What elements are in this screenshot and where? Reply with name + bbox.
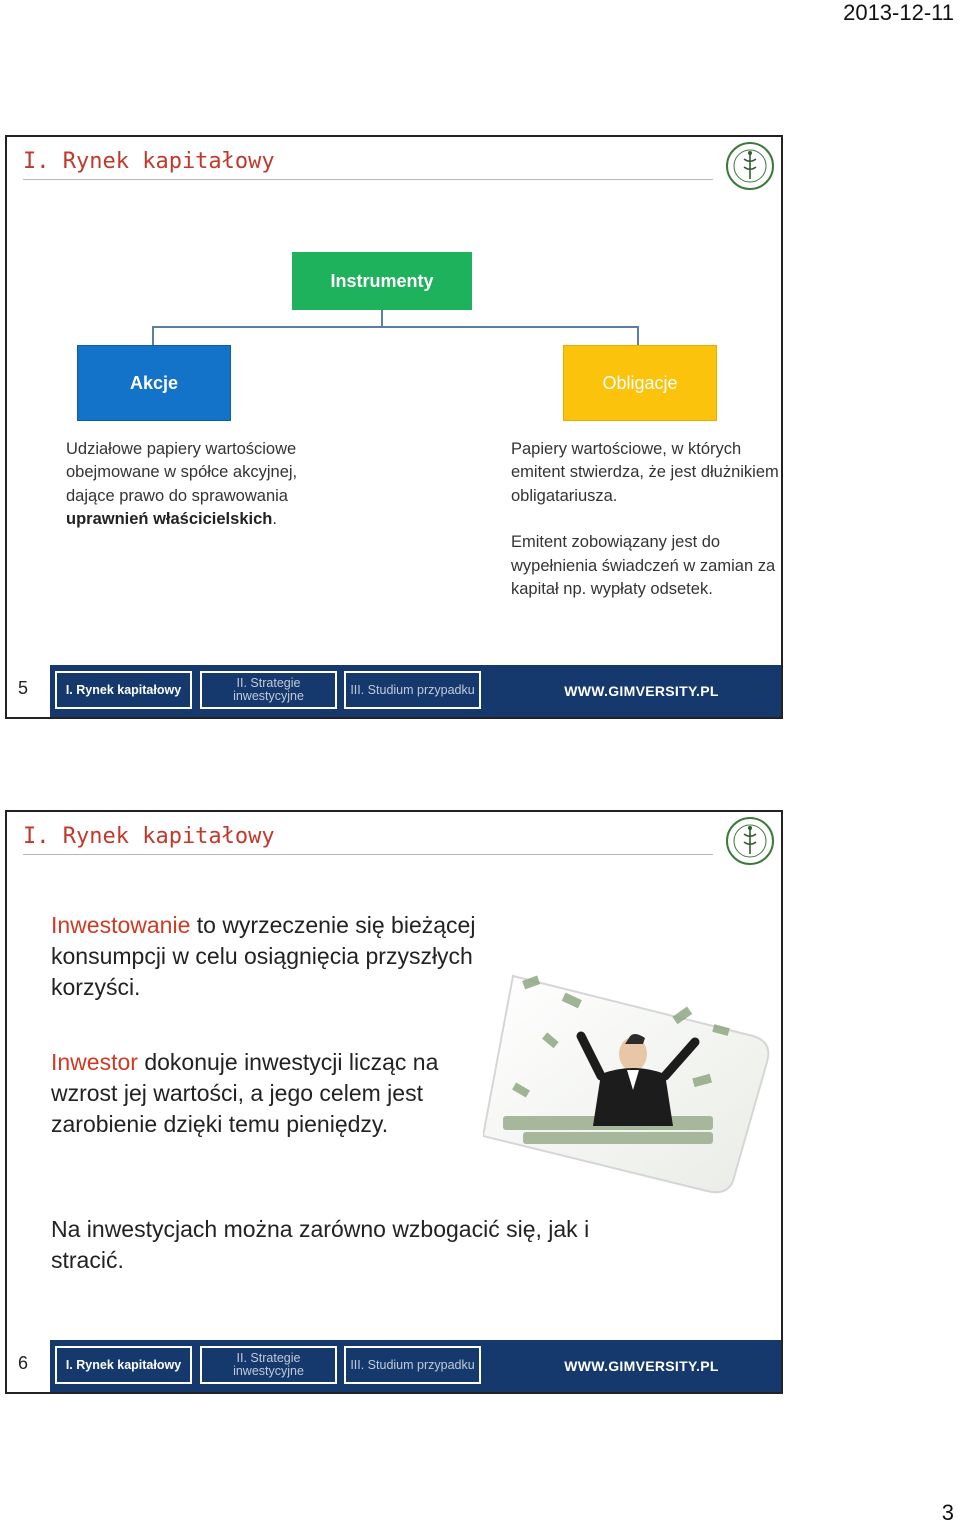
definition-investor-text: dokonuje inwestycji licząc na wzrost jej wartości, a jego celem jest zarobienie dzięki temu pieniędzy. (51, 1049, 439, 1137)
title-divider (23, 854, 713, 855)
term-investing: Inwestowanie (51, 912, 191, 938)
obligacje-paragraph: Papiery wartościowe, w których emitent stwierdza, że jest dłużnikiem obligatariusza. (511, 440, 779, 505)
website-link[interactable]: WWW.GIMVERSITY.PL (564, 1358, 719, 1374)
nav-studium-przypadku[interactable]: III. Studium przypadku (344, 671, 481, 709)
slide-6 (5, 810, 783, 1394)
slide-5 (5, 135, 783, 719)
akcje-description-bold: uprawnień właścicielskich (66, 510, 273, 529)
university-seal-icon (725, 141, 775, 191)
page-date: 2013-12-11 (843, 0, 954, 25)
website-link[interactable]: WWW.GIMVERSITY.PL (564, 683, 719, 699)
title-divider (23, 179, 713, 180)
slide-title: I. Rynek kapitałowy (23, 149, 275, 174)
akcje-description (66, 438, 326, 532)
money-rain-photo (483, 966, 773, 1196)
slide-number: 6 (18, 1353, 29, 1373)
diagram-connector (381, 310, 383, 327)
term-investor: Inwestor (51, 1049, 138, 1075)
diagram-node-akcje: Akcje (77, 345, 231, 421)
akcje-description-end: . (272, 510, 277, 529)
slide-footer (7, 1340, 781, 1392)
definition-investing (51, 910, 511, 1003)
diagram-connector (152, 326, 639, 328)
diagram-connector (152, 326, 154, 345)
nav-strategie-inwestycyjne[interactable]: II. Strategie inwestycyjne (200, 1346, 337, 1384)
diagram-node-instrumenty: Instrumenty (292, 252, 472, 310)
footer-nav (50, 665, 502, 717)
diagram-node-obligacje: Obligacje (563, 345, 717, 421)
nav-rynek-kapitalowy[interactable]: I. Rynek kapitałowy (55, 1346, 192, 1384)
diagram-connector (637, 326, 639, 345)
page-number: 3 (941, 1500, 954, 1525)
nav-studium-przypadku[interactable]: III. Studium przypadku (344, 1346, 481, 1384)
nav-rynek-kapitalowy[interactable]: I. Rynek kapitałowy (55, 671, 192, 709)
university-seal-icon (725, 816, 775, 866)
akcje-description-text: Udziałowe papiery wartościowe obejmowane w spółce akcyjnej, dające prawo do sprawowania (66, 440, 298, 505)
definition-investing-text: to wyrzeczenie się bieżącej konsumpcji w celu osiągnięcia przyszłych korzyści. (51, 912, 476, 1000)
definition-investor (51, 1047, 491, 1140)
nav-strategie-inwestycyjne[interactable]: II. Strategie inwestycyjne (200, 671, 337, 709)
footer-website-bar (502, 1340, 781, 1392)
footer-website-bar (502, 665, 781, 717)
obligacje-description (511, 438, 779, 601)
slide-number: 5 (18, 678, 29, 698)
slide-title: I. Rynek kapitałowy (23, 824, 275, 849)
footer-nav (50, 1340, 502, 1392)
closing-statement: Na inwestycjach można zarówno wzbogacić się, jak i stracić. (51, 1216, 590, 1273)
slide-footer (7, 665, 781, 717)
obligacje-paragraph: Emitent zobowiązany jest do wypełnienia świadczeń w zamian za kapitał np. wypłaty odsetek. (511, 533, 776, 599)
